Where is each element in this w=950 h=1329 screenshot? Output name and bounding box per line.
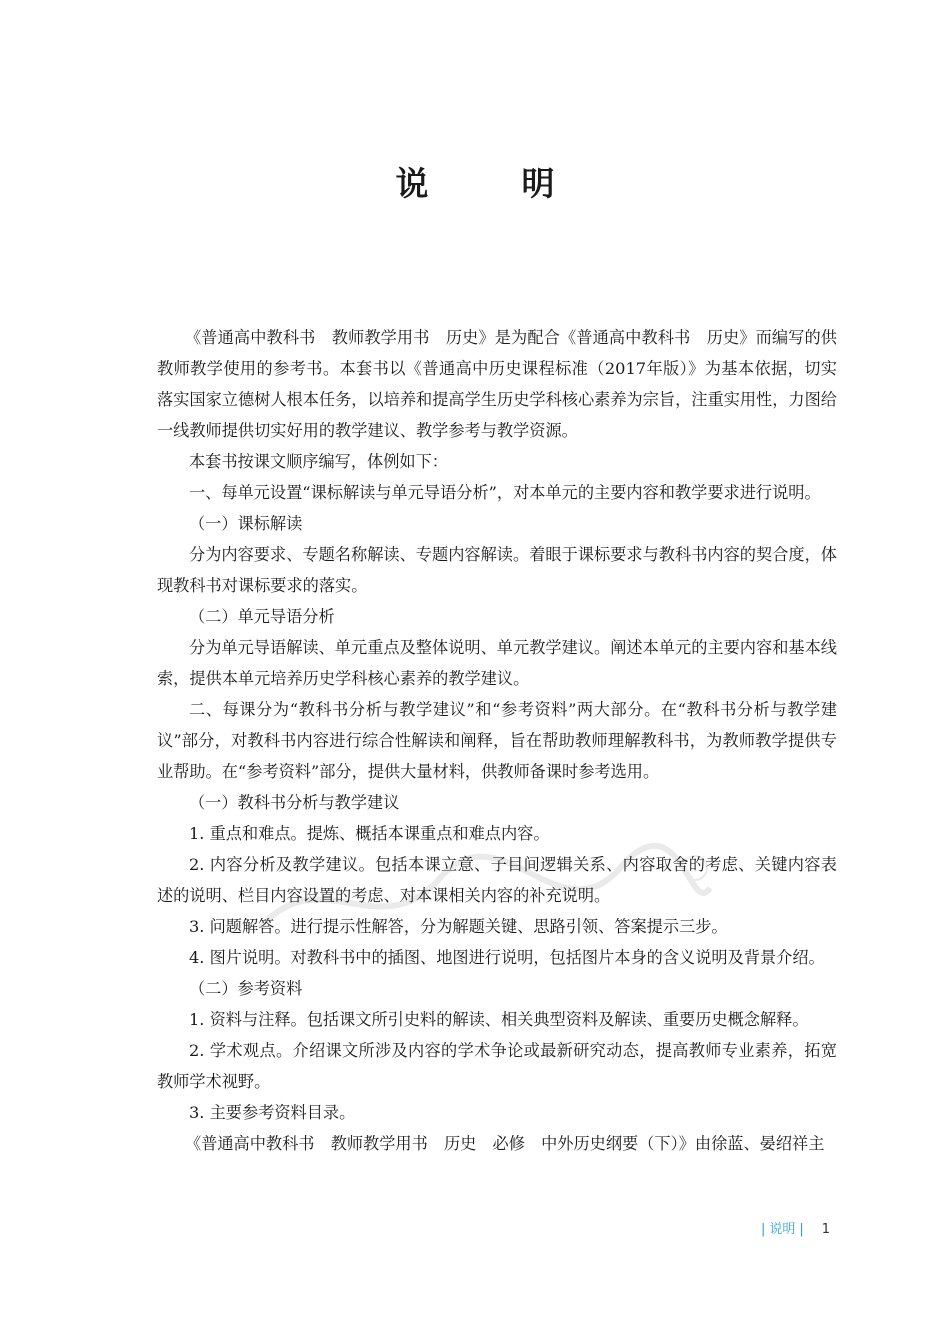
footer-divider: | (761, 1222, 766, 1237)
list-item: 1. 重点和难点。提炼、概括本课重点和难点内容。 (189, 824, 550, 843)
paragraph-text: 分为单元导语解读、单元重点及整体说明、单元教学建议。阐述本单元的主要内容和基本线索，提供本单元培养历史学科核心素养的教学建议。 (157, 638, 837, 688)
paragraph-structure: 本套书按课文顺序编写，体例如下： (189, 452, 448, 471)
paragraph-text: 《普通高中教科书 教师教学用书 历史 必修 中外历史纲要（下）》由徐蓝、晏绍祥主 (185, 1134, 825, 1153)
list-item: 3. 问题解答。进行提示性解答，分为解题关键、思路引领、答案提示三步。 (189, 917, 728, 936)
page-number: 1 (821, 1222, 831, 1237)
list-item: 1. 资料与注释。包括课文所引史料的解读、相关典型资料及解读、重要历史概念解释。 (189, 1010, 809, 1029)
body-text (157, 322, 837, 1159)
paragraph-text: 分为内容要求、专题名称解读、专题内容解读。着眼于课标要求与教科书内容的契合度，体现教科书对课标要求的落实。 (157, 545, 837, 595)
section-heading-2: 二、每课分为“教科书分析与教学建议”和“参考资料”两大部分。在“教科书分析与教学建议”部分，对教科书内容进行综合性解读和阐释，旨在帮助教师理解教科书，为教师教学提供专业帮助。在“参考资料”部分，提供大量材料，供教师备课时参考选用。 (157, 700, 837, 781)
list-item: 3. 主要参考资料目录。 (189, 1103, 356, 1122)
page-title: 说 明 (395, 164, 585, 203)
list-item: 4. 图片说明。对教科书中的插图、地图进行说明，包括图片本身的含义说明及背景介绍。 (189, 948, 825, 967)
page-footer (757, 1218, 830, 1237)
subsection-heading: （一）教科书分析与教学建议 (189, 793, 400, 812)
footer-divider: | (799, 1222, 804, 1237)
paragraph-intro: 《普通高中教科书 教师教学用书 历史》是为配合《普通高中教科书 历史》而编写的供教师教学使用的参考书。本套书以《普通高中历史课程标准（2017年版）》为基本依据，切实落实国家立德树人根本任务，以培养和提高学生历史学科核心素养为宗旨，注重实用性，力图给一线教师提供切实好用的教学建议、教学参考与教学资源。 (157, 328, 837, 440)
section-heading-1: 一、每单元设置“课标解读与单元导语分析”，对本单元的主要内容和教学要求进行说明。 (189, 483, 821, 502)
list-item: 2. 学术观点。介绍课文所涉及内容的学术争论或最新研究动态，提高教师专业素养，拓宽教师学术视野。 (157, 1041, 837, 1091)
footer-section-label: 说明 (769, 1222, 796, 1237)
list-item: 2. 内容分析及教学建议。包括本课立意、子目间逻辑关系、内容取舍的考虑、关键内容表述的说明、栏目内容设置的考虑、对本课相关内容的补充说明。 (157, 855, 837, 905)
subsection-heading: （一）课标解读 (189, 514, 303, 533)
subsection-heading: （二）单元导语分析 (189, 607, 335, 626)
subsection-heading: （二）参考资料 (189, 979, 303, 998)
